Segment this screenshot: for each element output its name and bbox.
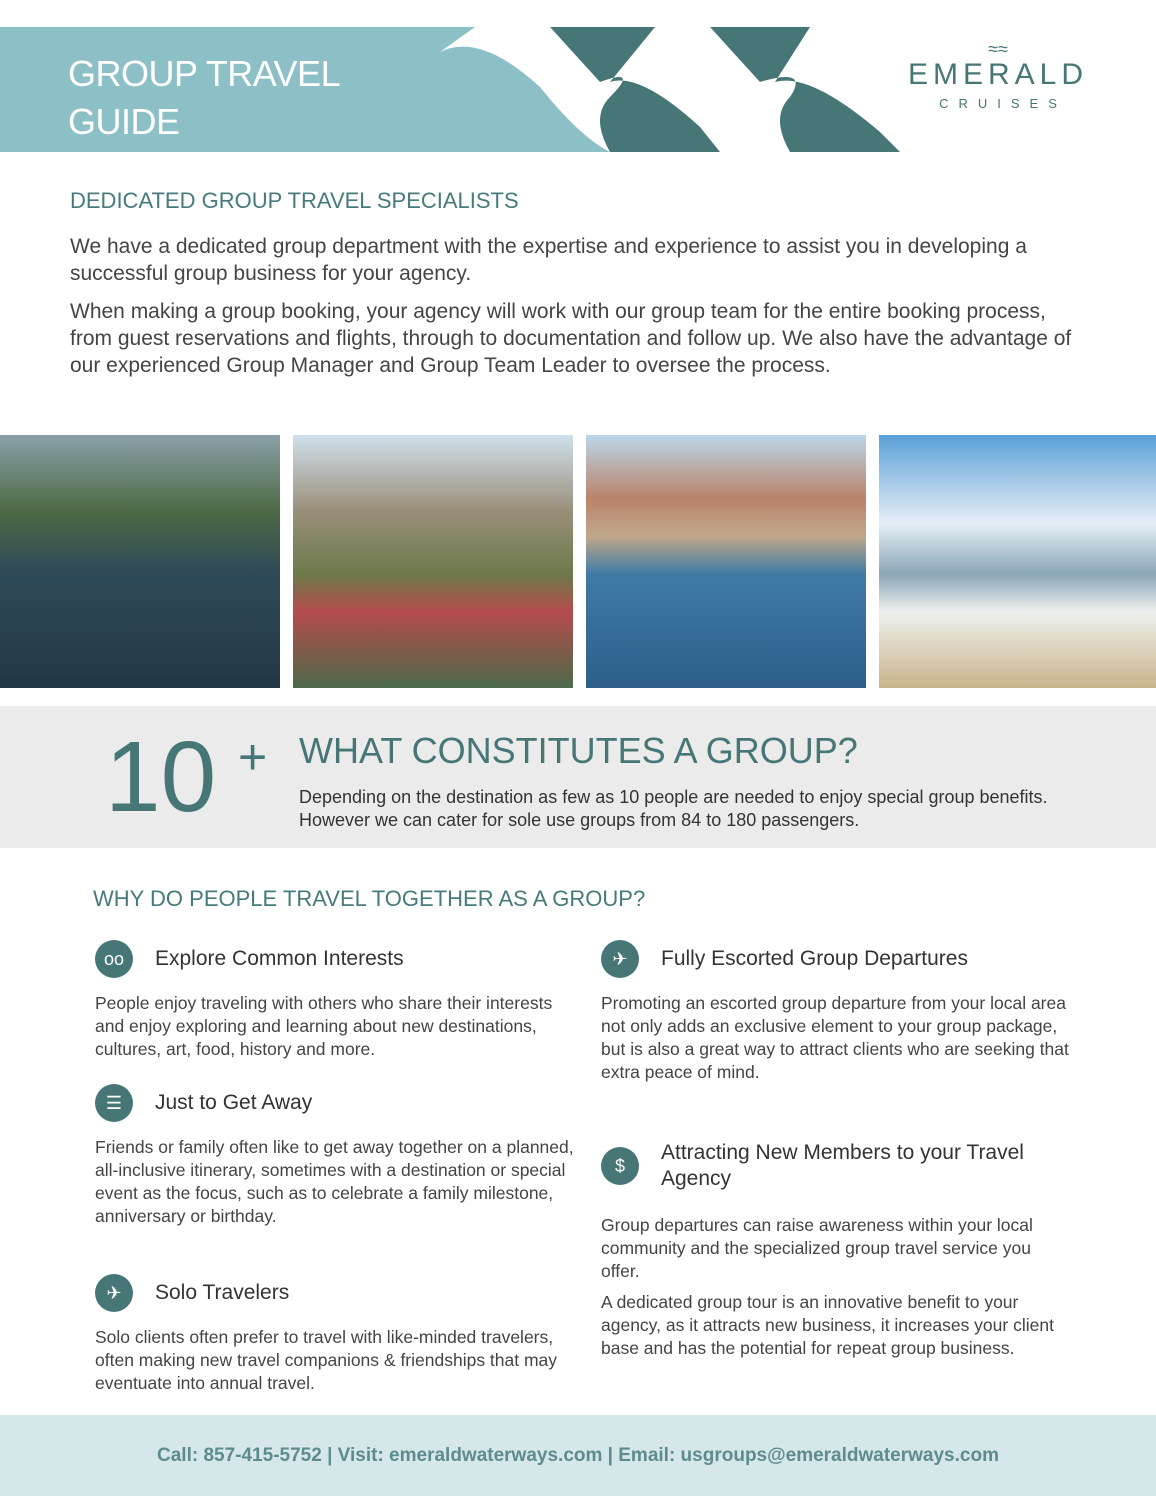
reason-title: Solo Travelers <box>155 1281 290 1304</box>
emerald-cruises-logo: ≈≈ EMERALD CRUISES <box>898 42 1098 111</box>
group-heading: WHAT CONSTITUTES A GROUP? <box>299 730 858 771</box>
group-size-number: 10 <box>105 721 217 833</box>
yacht-photo <box>586 435 866 688</box>
dollar-icon: $ <box>601 1147 639 1185</box>
reason-text: Friends or family often like to get away together on a planned, all-inclusive itinerary, sometimes with a destination or special event as the focus, such as to celebrate a family milestone, anniversary or birthday. <box>95 1137 574 1226</box>
group-photo <box>293 435 573 688</box>
reason-title: Attracting New Members to your Travel Agency <box>661 1141 1024 1190</box>
reason-new-members <box>601 1140 1071 1360</box>
section-heading: DEDICATED GROUP TRAVEL SPECIALISTS <box>70 188 519 213</box>
reason-text: People enjoy traveling with others who share their interests and enjoy exploring and learning about new destinations, cultures, art, food, history and more. <box>95 993 553 1059</box>
why-heading: WHY DO PEOPLE TRAVEL TOGETHER AS A GROUP? <box>93 886 646 911</box>
reason-text: Solo clients often prefer to travel with like-minded travelers, often making new travel companions & friendships that may eventuate into annual travel. <box>95 1327 558 1393</box>
river-ship-photo <box>0 435 280 688</box>
plane-icon: ✈ <box>95 1274 133 1312</box>
binoculars-icon: oo <box>95 940 133 978</box>
intro-paragraph: We have a dedicated group department with the expertise and experience to assist you in developing a successful group business for your agency. <box>70 235 1027 285</box>
reason-title: Fully Escorted Group Departures <box>661 947 968 970</box>
city-ship-photo <box>879 435 1156 688</box>
cake-icon: ☰ <box>95 1084 133 1122</box>
group-text: Depending on the destination as few as 10 people are needed to enjoy special group benefits. However we can cater for sole use groups from 84 to 180 passengers. <box>299 787 1048 830</box>
reason-text: A dedicated group tour is an innovative benefit to your agency, as it attracts new business, it increases your client base and has the potential for repeat group business. <box>601 1292 1054 1358</box>
waves-icon: ≈≈ <box>988 39 1008 59</box>
reason-getaway <box>95 1084 575 1228</box>
reason-title: Just to Get Away <box>155 1091 313 1114</box>
reason-text: Promoting an escorted group departure from your local area not only adds an exclusive element to your group package, but is also a great way to attract clients who are seeking that extra peace of mind. <box>601 993 1069 1082</box>
contact-footer: Call: 857-415-5752 | Visit: emeraldwaterways.com | Email: usgroups@emeraldwaterways.com <box>0 1415 1156 1496</box>
plus-sign: + <box>238 729 268 785</box>
reason-explore <box>95 940 585 1061</box>
plane-location-icon: ✈ <box>601 940 639 978</box>
reason-text: Group departures can raise awareness within your local community and the specialized group travel service you offer. <box>601 1215 1033 1281</box>
reason-title: Explore Common Interests <box>155 947 404 970</box>
process-paragraph: When making a group booking, your agency will work with our group team for the entire booking process, from guest reservations and flights, through to documentation and follow up. We also have the advantage of our experienced Group Manager and Group Team Leader to oversee the process. <box>70 300 1072 377</box>
reason-solo <box>95 1274 565 1395</box>
reason-escorted <box>601 940 1071 1084</box>
page-title: GROUP TRAVEL GUIDE <box>68 53 341 142</box>
